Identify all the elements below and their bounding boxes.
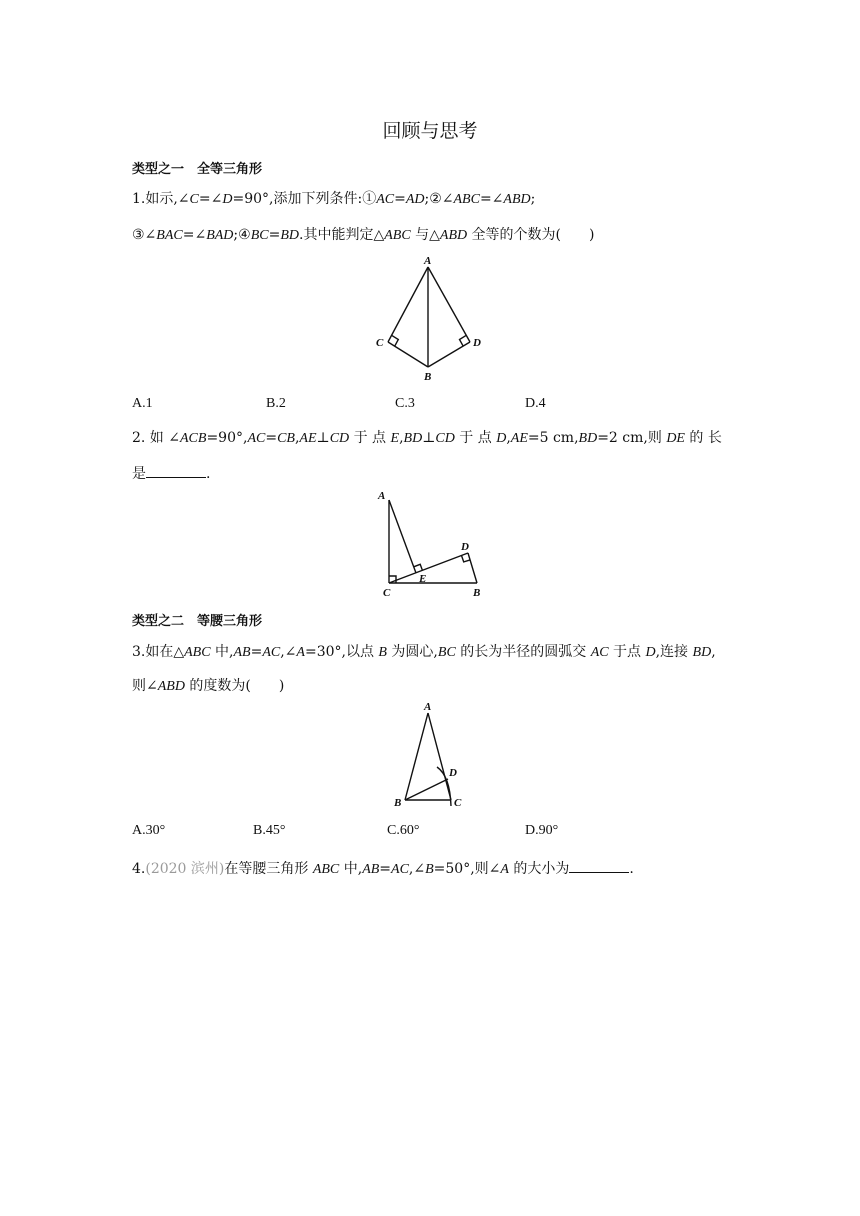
q3-option-d[interactable]: D.90° bbox=[525, 823, 559, 838]
q3-option-a[interactable]: A.30° bbox=[132, 823, 166, 838]
q2-label-c: C bbox=[383, 587, 391, 599]
q1-label-d: D bbox=[473, 337, 481, 349]
q1-line1: 1.如示,∠C=∠D=90°,添加下列条件:①AC=AD;②∠ABC=∠ABD; bbox=[132, 191, 536, 207]
q2-label-e: E bbox=[419, 573, 427, 585]
q4-source: (2020 滨州) bbox=[145, 861, 225, 877]
q3-option-c[interactable]: C.60° bbox=[387, 823, 420, 838]
section-heading-congruent: 类型之一 全等三角形 bbox=[132, 162, 263, 177]
q2-line1: 2. 如 ∠ACB=90°,AC=CB,AE⊥CD 于 点 E,BD⊥CD 于 点 D,AE=5 cm,BD=2 cm,则 DE 的 长 bbox=[132, 430, 722, 446]
q1-label-c: C bbox=[376, 337, 384, 349]
q4-answer-blank[interactable] bbox=[569, 858, 629, 873]
q1-label-a: A bbox=[424, 255, 432, 267]
q1-label-b: B bbox=[424, 371, 432, 383]
q2-label-d: D bbox=[461, 541, 469, 553]
section-heading-isosceles: 类型之二 等腰三角形 bbox=[132, 614, 263, 629]
q2-label-b: B bbox=[473, 587, 481, 599]
q4-line: 4.(2020 滨州)在等腰三角形 ABC 中,AB=AC,∠B=50°,则∠A 的大小为 . bbox=[132, 858, 634, 879]
q3-label-a: A bbox=[424, 701, 432, 713]
q1-option-b[interactable]: B.2 bbox=[266, 396, 286, 411]
q1-line2: ③∠BAC=∠BAD;④BC=BD.其中能判定△ABC 与△ABD 全等的个数为( ) bbox=[132, 227, 595, 243]
q1-option-d[interactable]: D.4 bbox=[525, 396, 546, 411]
q3-option-b[interactable]: B.45° bbox=[253, 823, 286, 838]
q1-option-a[interactable]: A.1 bbox=[132, 396, 153, 411]
q3-label-c: C bbox=[454, 797, 462, 809]
q3-label-d: D bbox=[449, 767, 457, 779]
q2-label-a: A bbox=[378, 490, 386, 502]
q3-line1: 3.如在△ABC 中,AB=AC,∠A=30°,以点 B 为圆心,BC 的长为半径的圆弧交 AC 于点 D,连接 BD, bbox=[132, 644, 716, 660]
q2-line2: 是 . bbox=[132, 463, 210, 483]
q1-option-c[interactable]: C.3 bbox=[395, 396, 415, 411]
page-title: 回顾与思考 bbox=[382, 120, 478, 142]
q3-line2: 则∠ABD 的度数为( ) bbox=[132, 678, 285, 694]
q3-label-b: B bbox=[394, 797, 402, 809]
